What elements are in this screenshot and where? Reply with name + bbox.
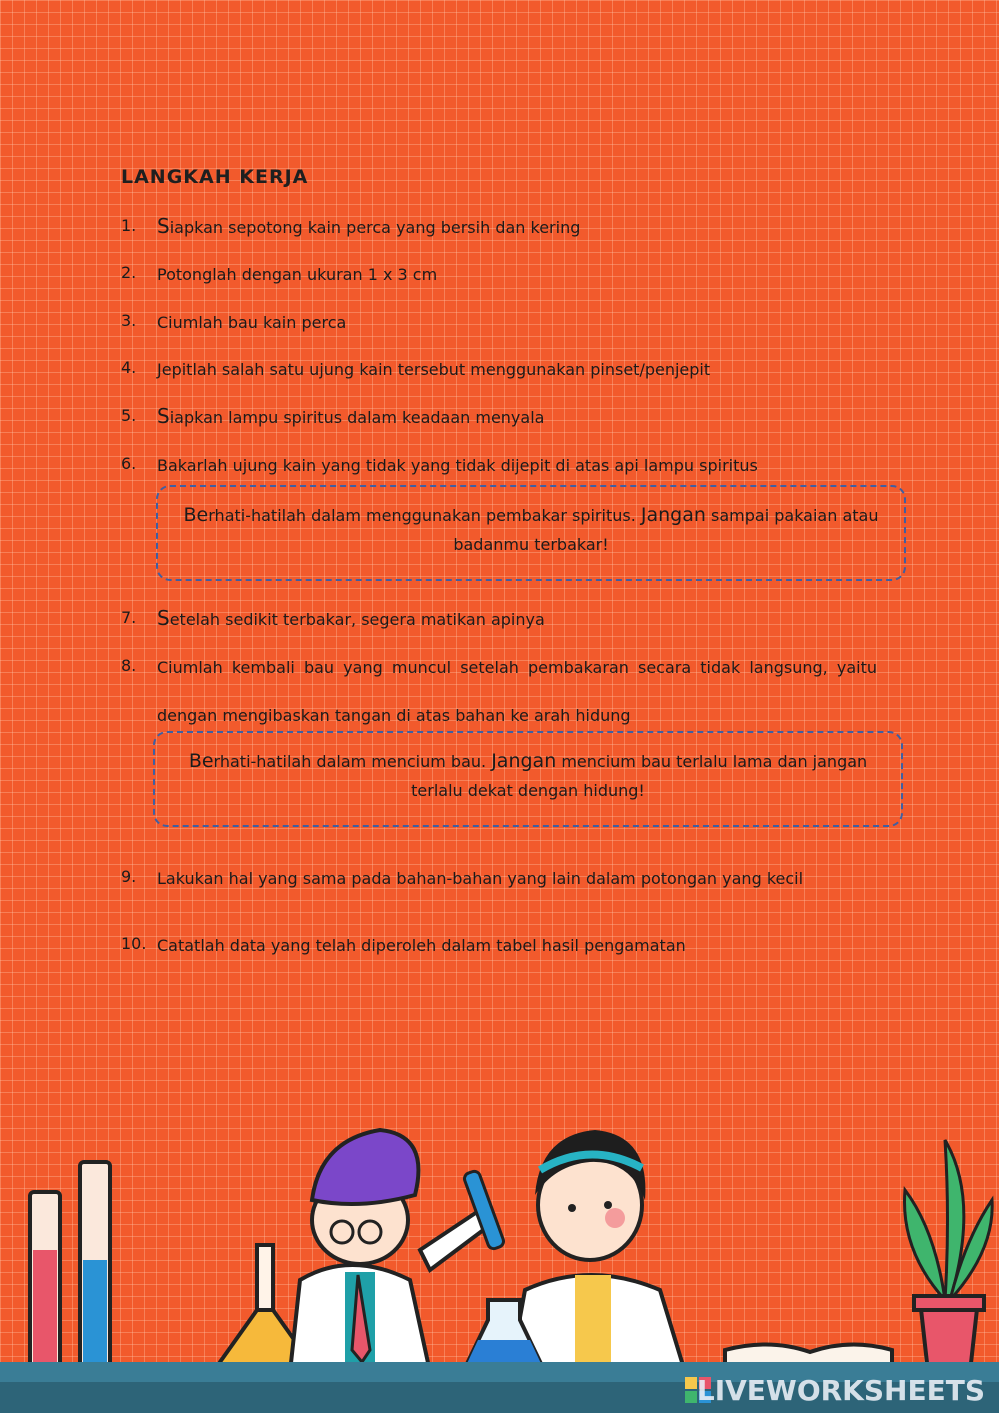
step-text: Potonglah dengan ukuran 1 x 3 cm xyxy=(157,265,438,284)
step-text: Setelah sedikit terbakar, segera matikan apinya xyxy=(157,606,545,630)
step-number: 1. xyxy=(121,216,137,235)
girl-scientist-illustration xyxy=(510,1130,685,1372)
step-number: 8. xyxy=(121,656,137,675)
step-number: 6. xyxy=(121,454,137,473)
test-tube-icon xyxy=(30,1162,110,1372)
step-text: Ciumlah kembali bau yang muncul setelah pembakaran secara tidak langsung, yaitu dengan mengibaskan tangan di atas bahan ke arah hidung xyxy=(157,658,877,725)
plant-icon xyxy=(905,1140,993,1372)
step-number: 3. xyxy=(121,311,137,330)
step-number: 5. xyxy=(121,406,137,425)
step-number: 9. xyxy=(121,867,137,886)
laboratory-illustration xyxy=(0,1100,999,1413)
safety-note-smell: Berhati-hatilah dalam mencium bau. Jangan mencium bau terlalu lama dan jangan terlalu dekat dengan hidung! xyxy=(153,731,903,827)
boy-scientist-illustration xyxy=(290,1130,505,1372)
step-number: 7. xyxy=(121,608,137,627)
watermark: LIVEWORKSHEETS xyxy=(696,1374,985,1407)
step-number: 2. xyxy=(121,263,137,282)
step-number: 10. xyxy=(121,934,147,953)
step-text: Lakukan hal yang sama pada bahan-bahan yang lain dalam potongan yang kecil xyxy=(157,869,804,888)
step-text: Bakarlah ujung kain yang tidak yang tidak dijepit di atas api lampu spiritus xyxy=(157,456,758,475)
safety-note-burner: Berhati-hatilah dalam menggunakan pembakar spiritus. Jangan sampai pakaian atau badanmu terbakar! xyxy=(156,485,906,581)
step-number: 4. xyxy=(121,358,137,377)
page-title: LANGKAH KERJA xyxy=(121,166,309,188)
step-text: Catatlah data yang telah diperoleh dalam tabel hasil pengamatan xyxy=(157,936,686,955)
step-text: Siapkan sepotong kain perca yang bersih dan kering xyxy=(157,214,581,238)
step-text: Siapkan lampu spiritus dalam keadaan menyala xyxy=(157,404,545,428)
step-text: Ciumlah bau kain perca xyxy=(157,313,347,332)
step-text: Jepitlah salah satu ujung kain tersebut menggunakan pinset/penjepit xyxy=(157,360,711,379)
